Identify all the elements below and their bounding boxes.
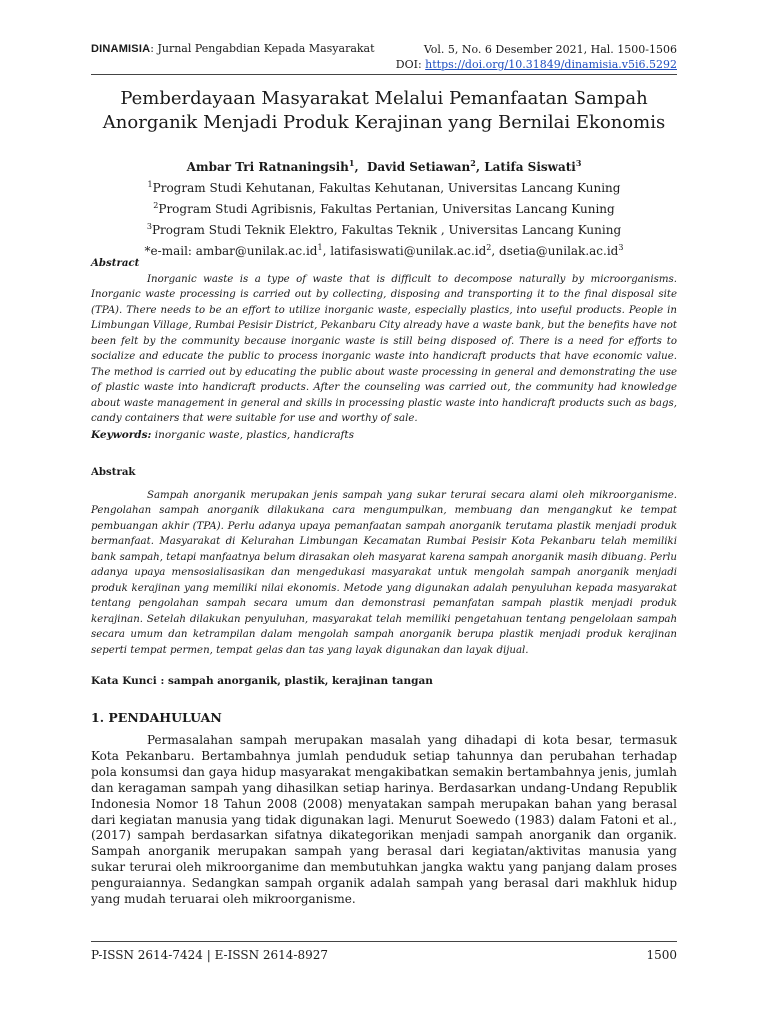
author-3: Latifa Siswati xyxy=(484,160,576,174)
author-1: Ambar Tri Ratnaningsih xyxy=(186,160,349,174)
section-body xyxy=(91,733,677,908)
author-2-sup: 2 xyxy=(470,158,476,168)
title-line-2: Anorganik Menjadi Produk Kerajinan yang Bernilai Ekonomis xyxy=(102,112,666,133)
author-names: Ambar Tri Ratnaningsih$^1$, David Setiawan$^2$, Latifa Siswati$^3$ xyxy=(186,158,582,174)
doi-link[interactable]: https://doi.org/10.31849/dinamisia.v5i6.5292 xyxy=(425,58,677,71)
email-1-sup: 1 xyxy=(317,243,323,252)
affiliation-1-text: Program Studi Kehutanan, Fakultas Kehutanan, Universitas Lancang Kuning xyxy=(152,181,621,195)
volume-info: Vol. 5, No. 6 Desember 2021, Hal. 1500-1506 xyxy=(423,43,677,56)
email-line: *e-mail: $ambar@unilak.ac.id^1$, $latifasiswati@unilak.ac.id^2$, $dsetia@unilak.ac.id^3$ xyxy=(144,243,624,258)
author-1-sup: 1 xyxy=(348,158,355,168)
abstract-heading: Abstract xyxy=(91,257,140,269)
abstract-indonesian xyxy=(91,465,677,658)
affiliation-3 xyxy=(91,218,677,239)
affiliation-1-sup: 1 xyxy=(147,180,153,189)
running-head xyxy=(91,42,677,72)
journal-subtitle: : Jurnal Pengabdian Kepada Masyarakat xyxy=(150,42,375,55)
keywords-line xyxy=(91,429,677,441)
body-paragraph: Permasalahan sampah merupakan masalah yang dihadapi di kota besar, termasuk Kota Pekanbaru. Bertambahnya jumlah penduduk setiap tahunnya dan perubahan terhadap pola konsumsi dan gaya hidup masyarakat mengakibatkan semakin bertambahnya jenis, jumlah dan keragaman sampah yang dihasilkan setiap harinya. Berdasarkan undang-Undang Republik Indonesia Nomor 18 Tahun 2008 (2008) menyatakan sampah merupakan bahan yang berasal dari kegiatan manusia yang tidak digunakan lagi. Menurut Soewedo (1983) dalam Fatoni et al., (2017) sampah berdasarkan sifatnya dikategorikan menjadi sampah anorganik dan organik. Sampah anorganik merupakan sampah yang berasal dari kegiatan/aktivitas manusia yang sukar terurai oleh mikroorganime dan membutuhkan jangka waktu yang panjang dalam proses penguraiannya. Sedangkan sampah organik adalah sampah yang berasal dari makhluk hidup yang mudah teruarai oleh mikroorganisme. xyxy=(91,733,677,907)
email-1[interactable]: ambar@unilak.ac.id xyxy=(195,244,318,258)
email-label: *e-mail: xyxy=(144,244,196,258)
header-divider xyxy=(91,74,677,75)
author-block xyxy=(91,155,677,260)
title-line-1: Pemberdayaan Masyarakat Melalui Pemanfaatan Sampah xyxy=(120,88,648,109)
affiliation-2 xyxy=(91,197,677,218)
keywords-label: Keywords: xyxy=(91,429,152,441)
doi-line xyxy=(396,57,677,72)
page-footer xyxy=(91,948,677,962)
journal-name: DINAMISIA xyxy=(91,43,151,55)
affiliation-2-sup: 2 xyxy=(153,201,159,210)
affiliation-3-sup: 3 xyxy=(146,222,152,231)
affiliation-2-text: Program Studi Agribisnis, Fakultas Pertanian, Universitas Lancang Kuning xyxy=(158,202,615,216)
abstrak-heading: Abstrak xyxy=(91,466,136,478)
email-3-sup: 3 xyxy=(618,243,624,252)
email-2[interactable]: latifasiswati@unilak.ac.id xyxy=(330,244,487,258)
affiliation-1 xyxy=(91,176,677,197)
email-3[interactable]: dsetia@unilak.ac.id xyxy=(499,244,619,258)
abstract-english xyxy=(91,256,677,427)
affiliation-3-text: Program Studi Teknik Elektro, Fakultas Teknik , Universitas Lancang Kuning xyxy=(151,223,622,237)
abstrak-text: Sampah anorganik merupakan jenis sampah yang sukar terurai secara alami oleh mikroorganisme. Pengolahan sampah anorganik dilakukana cara mengumpulkan, membuang dan mengangkut ke tempat pembuangan akhir (TPA). Perlu adanya upaya pemanfaatan sampah anorganik terutama plastik menjadi produk bermanfaat. Masyarakat di Kelurahan Limbungan Kecamatan Rumbai Pesisir Kota Pekanbaru telah memiliki bank sampah, tetapi manfaatnya belum dirasakan oleh masyarat karena sampah anorganik masih dibuang. Perlu adanya upaya mensosialisasikan dan mengedukasi masyarakat untuk mengolah sampah anorganik menjadi produk kerajinan yang memiliki nilai ekonomis. Metode yang digunakan adalah penyuluhan kepada masyarakat tentang pengolahan sampah secara umum dan demonstrasi pemanfatan sampah plastik menjadi produk kerajinan. Setelah dilakukan penyuluhan, masyarakat telah memiliki pengetahuan tentang pengelolaan sampah secara umum dan ketrampilan dalam mengolah sampah anorganik berupa plastik menjadi produk kerajinan seperti tempat permen, tempat gelas dan tas yang layak digunakan dan layak dijual. xyxy=(91,489,677,656)
journal-citation xyxy=(91,42,375,55)
author-3-sup: 3 xyxy=(575,158,582,168)
page-number: 1500 xyxy=(646,948,677,962)
footer-divider xyxy=(91,941,677,942)
paper-title xyxy=(91,87,677,135)
doi-label: DOI: xyxy=(395,58,426,71)
issue-info xyxy=(396,42,677,72)
keywords-text: inorganic waste, plastics, handicrafts xyxy=(151,429,355,441)
author-2: David Setiawan xyxy=(366,160,471,174)
abstract-text: Inorganic waste is a type of waste that is difficult to decompose naturally by microorganisms. Inorganic waste processing is carried out by collecting, disposing and transporting it to the final disposal site (TPA). There needs to be an effort to utilize inorganic waste, especially plastics, into useful products. People in Limbungan Village, Rumbai Pesisir District, Pekanbaru City already have a waste bank, but the benefits have not been felt by the community because inorganic waste is still being disposed of. There is a need for efforts to socialize and educate the public to process inorganic waste into handicraft products that have economic value. The method is carried out by educating the public about waste processing in general and demonstrating the use of plastic waste into handicraft products. After the counseling was carried out, the community had knowledge about waste management in general and skills in processing plastic waste into handicraft products such as bags, candy containers that were suitable for use and worthy of sale. xyxy=(91,273,677,424)
kata-kunci-line: Kata Kunci : sampah anorganik, plastik, kerajinan tangan xyxy=(91,675,433,687)
section-heading: 1. PENDAHULUAN xyxy=(91,710,222,725)
email-2-sup: 2 xyxy=(486,243,492,252)
issn-text: P-ISSN 2614-7424 | E-ISSN 2614-8927 xyxy=(91,948,329,962)
